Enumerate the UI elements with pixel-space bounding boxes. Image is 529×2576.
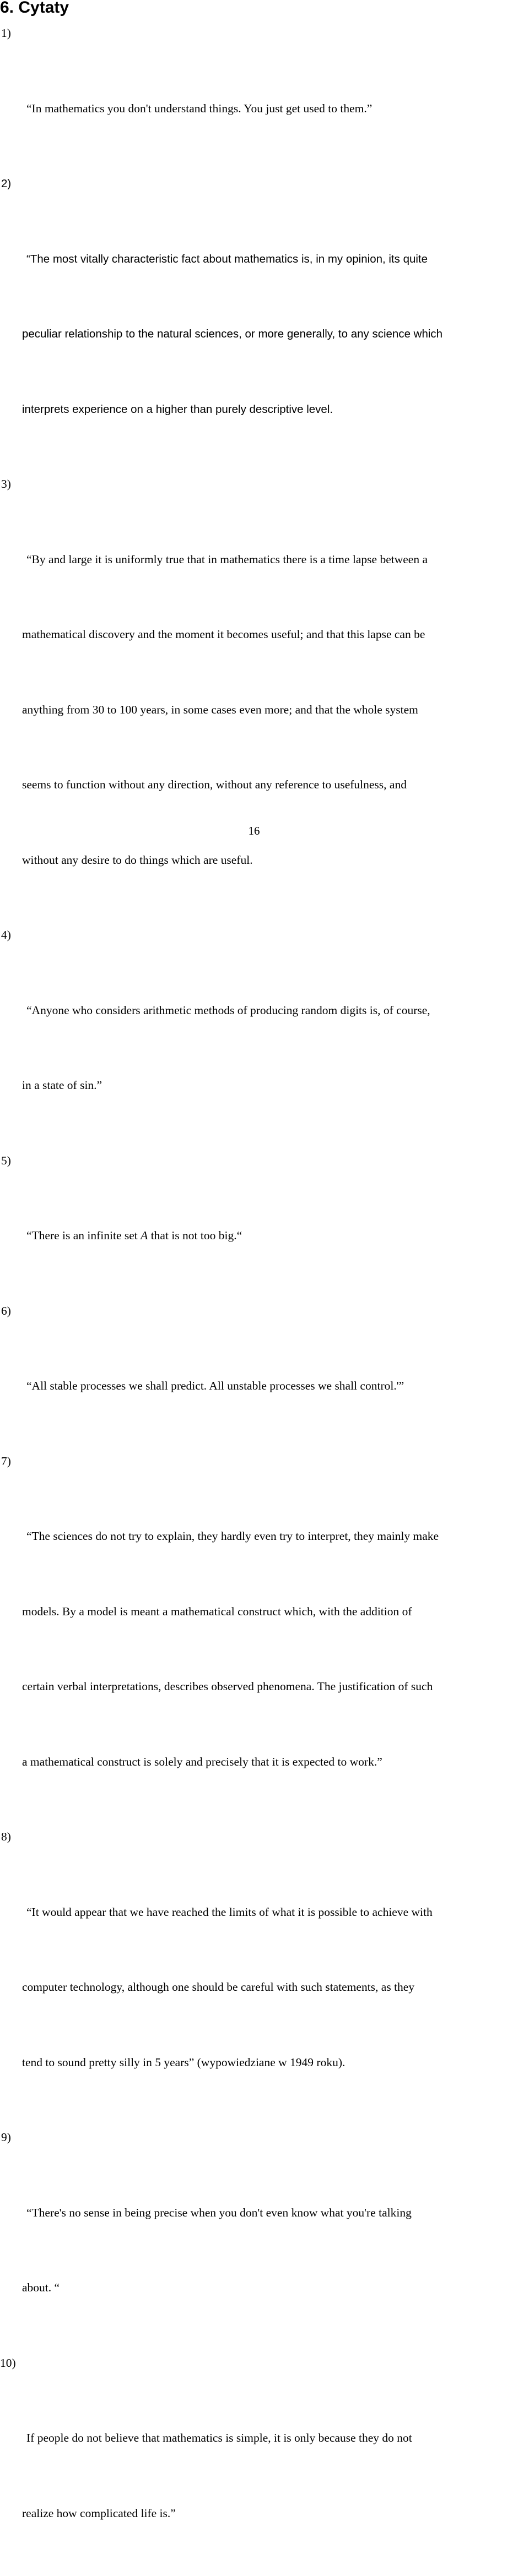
quote-text-after-variable: that is not too big.“	[148, 1229, 242, 1242]
quote-line: tend to sound pretty silly in 5 years” (wypowiedziane w 1949 roku).	[22, 2050, 529, 2076]
quote-line: seems to function without any direction, without any reference to usefulness, and	[22, 772, 529, 798]
quote-line: models. By a model is meant a mathematical construct which, with the addition of	[22, 1599, 529, 1625]
quote-item-1	[0, 21, 529, 171]
quote-item-8	[0, 1825, 529, 2125]
quote-item-3	[0, 472, 529, 923]
quote-line: “The sciences do not try to explain, they hardly even try to interpret, they mainly make	[22, 1524, 529, 1549]
quote-line: If people do not believe that mathematics is simple, it is only because they do not	[22, 2426, 529, 2451]
quote-line: “Anyone who considers arithmetic methods of producing random digits is, of course,	[22, 998, 529, 1023]
section-heading: 6. Cytaty	[0, 0, 69, 19]
quote-text-before-variable: “There is an infinite set	[26, 1229, 141, 1242]
quote-line: mathematical discovery and the moment it becomes useful; and that this lapse can be	[22, 622, 529, 647]
quote-number: 9)	[1, 2125, 11, 2150]
quote-line: “It would appear that we have reached the limits of what it is possible to achieve with	[22, 1900, 529, 1925]
quote-number: 10)	[0, 2351, 16, 2376]
quote-number: 6)	[1, 1299, 11, 1324]
quote-line: “In mathematics you don't understand things. You just get used to them.”	[22, 96, 529, 122]
quote-line	[22, 1223, 529, 1249]
quote-number: 2)	[1, 171, 11, 197]
quote-line: “By and large it is uniformly true that in mathematics there is a time lapse between a	[22, 547, 529, 573]
quote-line: interprets experience on a higher than purely descriptive level.	[22, 397, 529, 422]
quote-item-6	[0, 1299, 529, 1449]
quote-line: in a state of sin.”	[22, 1073, 529, 1098]
quote-line: “There's no sense in being precise when you don't even know what you're talking	[22, 2201, 529, 2226]
quote-number: 5)	[1, 1148, 11, 1174]
quote-line: “The most vitally characteristic fact about mathematics is, in my opinion, its quite	[22, 247, 529, 272]
math-variable: A	[141, 1229, 148, 1242]
quote-item-10	[0, 2351, 529, 2576]
quote-number: 7)	[1, 1449, 11, 1474]
page-number: 16	[0, 823, 508, 839]
quotes-list	[0, 21, 529, 2576]
quote-line: computer technology, although one should be careful with such statements, as they	[22, 1975, 529, 2000]
quote-item-9	[0, 2125, 529, 2351]
quote-item-5	[0, 1148, 529, 1299]
quote-line: without any desire to do things which are useful.	[22, 848, 529, 873]
quote-item-7	[0, 1449, 529, 1825]
quote-number: 8)	[1, 1825, 11, 1850]
quote-number: 3)	[1, 472, 11, 497]
quote-line: peculiar relationship to the natural sciences, or more generally, to any science which	[22, 322, 529, 347]
quote-number: 1)	[1, 21, 11, 46]
quote-line: a mathematical construct is solely and precisely that it is expected to work.”	[22, 1750, 529, 1775]
quote-line: “All stable processes we shall predict. All unstable processes we shall control.'”	[22, 1374, 529, 1399]
quote-line: about. “	[22, 2275, 529, 2301]
quote-line: certain verbal interpretations, describes observed phenomena. The justification of such	[22, 1674, 529, 1700]
quote-line: anything from 30 to 100 years, in some cases even more; and that the whole system	[22, 698, 529, 723]
quote-item-4	[0, 923, 529, 1148]
quote-number: 4)	[1, 923, 11, 948]
quote-item-2	[0, 171, 529, 472]
quote-line: realize how complicated life is.”	[22, 2501, 529, 2526]
